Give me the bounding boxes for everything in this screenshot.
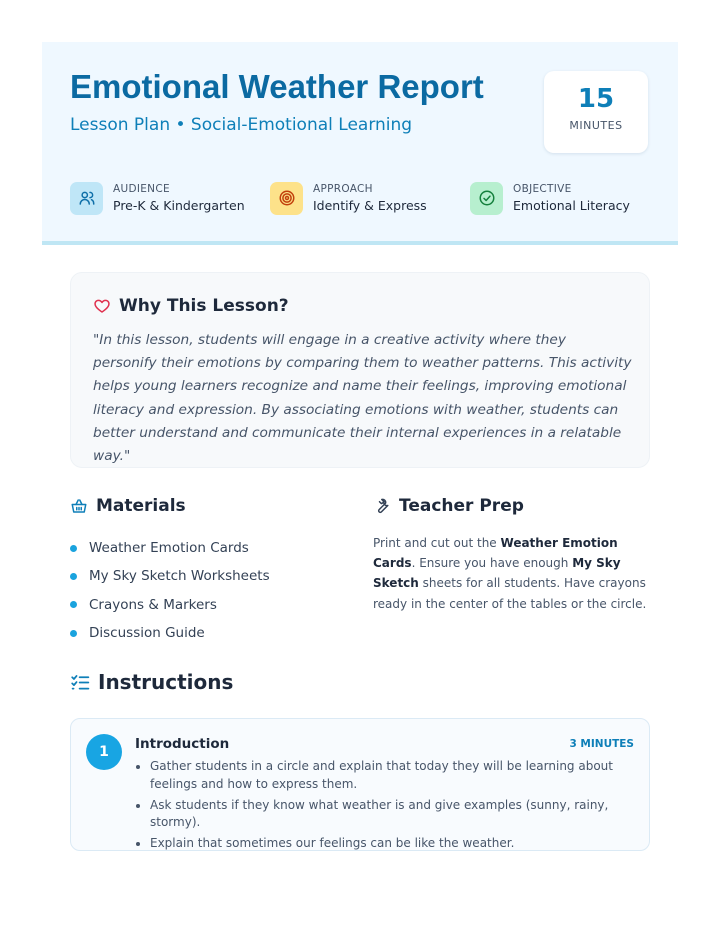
checklist-icon — [70, 672, 91, 693]
material-label: Weather Emotion Cards — [89, 540, 249, 557]
heart-icon — [93, 297, 111, 315]
step-title: Introduction — [135, 736, 230, 752]
bullet-dot — [70, 630, 77, 637]
bullet-dot — [136, 842, 140, 846]
prep-text-part: Print and cut out the — [373, 536, 501, 550]
material-label: Crayons & Markers — [89, 596, 217, 613]
bullet-dot — [70, 545, 77, 552]
step-number-badge: 1 — [86, 734, 122, 770]
material-label: My Sky Sketch Worksheets — [89, 568, 270, 585]
duration-badge — [544, 71, 648, 153]
basket-icon — [70, 497, 88, 515]
wrench-icon — [373, 497, 391, 515]
meta-value: Emotional Literacy — [513, 198, 630, 213]
bullet-dot — [136, 804, 140, 808]
meta-label: AUDIENCE — [113, 183, 170, 195]
materials-title: Materials — [96, 496, 186, 516]
why-heading — [93, 296, 289, 316]
prep-text-bold: Weather Emotion Cards — [373, 536, 618, 571]
prep-text-part: . Ensure you have enough — [411, 556, 573, 571]
prep-text-part: sheets for all students. Have crayons ready in the center of the tables or the circle. — [373, 576, 647, 611]
instructions-heading — [70, 670, 233, 694]
why-this-lesson-card — [70, 272, 650, 468]
material-label: Discussion Guide — [89, 625, 205, 642]
list-item — [70, 591, 270, 619]
prep-text-bold: My Sky Sketch — [373, 556, 621, 591]
duration-unit: MINUTES — [569, 119, 623, 132]
meta-approach — [270, 181, 427, 215]
step-duration: 3 MINUTES — [569, 738, 634, 750]
meta-value: Identify & Express — [313, 198, 427, 213]
step-bullet-text: Ask students if they know what weather is and give examples (sunny, rainy, stormy). — [150, 797, 609, 829]
duration-value: 15 — [577, 84, 615, 114]
materials-list — [70, 534, 270, 647]
step-bullet-text: Gather students in a circle and explain that today they will be learning about feelings and how to express them. — [150, 759, 613, 791]
teacher-prep-text — [373, 533, 653, 614]
lesson-header — [42, 42, 678, 245]
bullet-dot — [70, 573, 77, 580]
list-item — [70, 534, 270, 562]
meta-value: Pre-K & Kindergarten — [113, 198, 245, 213]
why-text: "In this lesson, students will engage in a creative activity where they personify their emotions by comparing them to weather patterns. This activity helps young learners recognize and name their feelings, improving emotional literacy and expression. By associating emotions with weather, students can better understand and communicate their internal experiences in a relatable way." — [93, 332, 632, 465]
instructions-title: Instructions — [98, 670, 234, 694]
step-bullets — [135, 758, 635, 856]
users-icon — [70, 182, 103, 215]
bullet-dot — [70, 601, 77, 608]
why-title: Why This Lesson? — [119, 296, 289, 316]
meta-objective — [470, 181, 630, 215]
teacher-prep-title: Teacher Prep — [399, 496, 524, 516]
meta-label: APPROACH — [313, 183, 373, 195]
list-item — [70, 619, 270, 647]
list-item — [135, 835, 635, 853]
list-item — [70, 562, 270, 590]
meta-label: OBJECTIVE — [513, 183, 572, 195]
meta-audience — [70, 181, 245, 215]
step-bullet-text: Explain that sometimes our feelings can be like the weather. — [150, 836, 515, 850]
list-item — [135, 758, 635, 793]
page-subtitle: Lesson Plan • Social-Emotional Learning — [70, 115, 413, 135]
check-circle-icon — [470, 182, 503, 215]
instruction-step-card — [70, 718, 650, 851]
page-title: Emotional Weather Report — [70, 68, 484, 105]
materials-heading — [70, 496, 186, 516]
target-icon — [270, 182, 303, 215]
teacher-prep-heading — [373, 496, 524, 516]
list-item — [135, 797, 635, 832]
bullet-dot — [136, 765, 140, 769]
